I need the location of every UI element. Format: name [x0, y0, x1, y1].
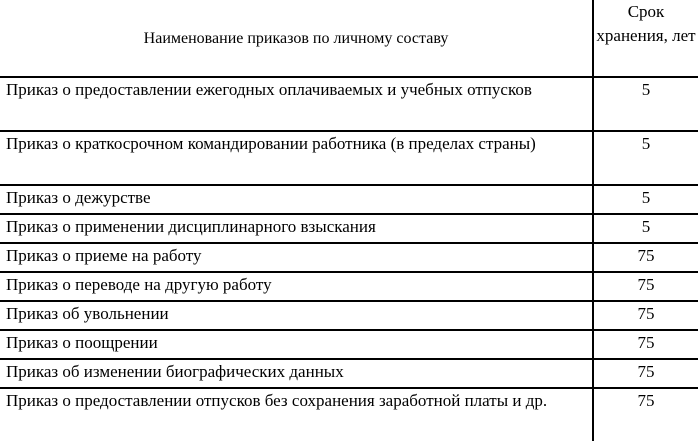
retention-term-cell: 75 — [593, 301, 698, 330]
retention-term-cell: 75 — [593, 243, 698, 272]
table-row — [0, 77, 698, 131]
table-row — [0, 131, 698, 185]
order-name-cell: Приказ о поощрении — [0, 330, 593, 359]
retention-term-cell: 75 — [593, 330, 698, 359]
retention-term-cell: 5 — [593, 214, 698, 243]
order-name-cell: Приказ о предоставлении ежегодных оплачиваемых и учебных отпусков — [0, 77, 593, 131]
table-row — [0, 388, 698, 441]
retention-term-cell: 5 — [593, 131, 698, 185]
retention-term-cell: 5 — [593, 185, 698, 214]
order-name-cell: Приказ о применении дисциплинарного взыскания — [0, 214, 593, 243]
table-row — [0, 330, 698, 359]
table-row — [0, 301, 698, 330]
table-row — [0, 272, 698, 301]
order-name-cell: Приказ об увольнении — [0, 301, 593, 330]
order-name-cell: Приказ о дежурстве — [0, 185, 593, 214]
table-row — [0, 185, 698, 214]
table-row — [0, 359, 698, 388]
order-name-cell: Приказ об изменении биографических данных — [0, 359, 593, 388]
order-name-cell: Приказ о приеме на работу — [0, 243, 593, 272]
retention-term-cell: 75 — [593, 388, 698, 441]
header-row — [0, 0, 698, 77]
order-name-cell: Приказ о предоставлении отпусков без сохранения заработной платы и др. — [0, 388, 593, 441]
header-retention-period: Срок хранения, лет — [593, 0, 698, 77]
retention-term-cell: 5 — [593, 77, 698, 131]
order-name-cell: Приказ о переводе на другую работу — [0, 272, 593, 301]
order-name-cell: Приказ о краткосрочном командировании работника (в пределах страны) — [0, 131, 593, 185]
header-order-name: Наименование приказов по личному составу — [0, 0, 593, 77]
table-row — [0, 243, 698, 272]
retention-term-cell: 75 — [593, 359, 698, 388]
retention-term-cell: 75 — [593, 272, 698, 301]
table-row — [0, 214, 698, 243]
